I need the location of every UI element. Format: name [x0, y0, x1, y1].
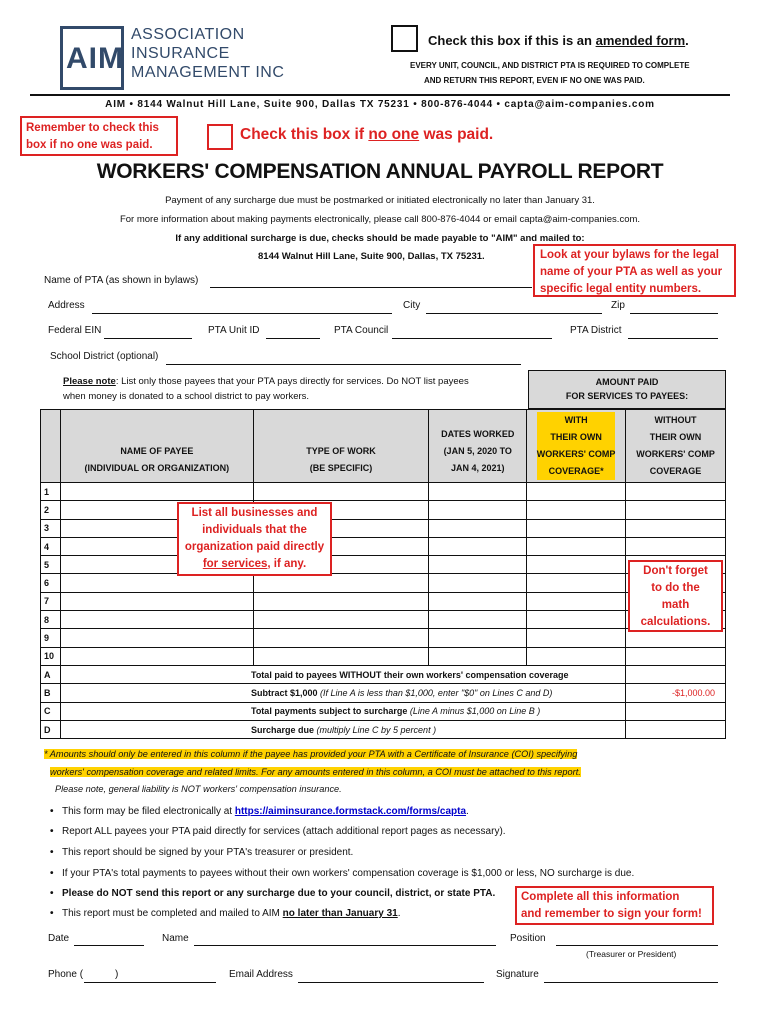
without-coverage-cell[interactable] — [626, 483, 726, 501]
ein-field[interactable] — [104, 338, 192, 339]
row-number: 1 — [41, 483, 61, 501]
dates-worked-cell[interactable] — [429, 629, 527, 647]
with-coverage-cell[interactable] — [527, 611, 626, 629]
payee-name-cell[interactable] — [60, 647, 253, 665]
district-label: PTA District — [570, 325, 622, 336]
please-note-line-2: when money is donated to a school district to pay workers. — [63, 391, 310, 402]
row-number: 8 — [41, 611, 61, 629]
total-row-d — [41, 720, 726, 738]
remember-callout: Remember to check this box if no one was paid. — [20, 116, 178, 156]
payee-name-cell[interactable] — [60, 629, 253, 647]
intro-line-1: Payment of any surcharge due must be postmarked or initiated electronically no later than January 31. — [165, 195, 595, 206]
total-key: D — [41, 720, 61, 738]
email-field[interactable] — [298, 982, 484, 983]
position-field[interactable] — [556, 945, 718, 946]
row-number: 10 — [41, 647, 61, 665]
name-label: Name — [162, 933, 189, 944]
school-district-field[interactable] — [166, 364, 521, 365]
row-number: 4 — [41, 537, 61, 555]
zip-label: Zip — [611, 300, 625, 311]
payee-name-cell[interactable] — [60, 574, 253, 592]
payee-name-cell[interactable] — [60, 611, 253, 629]
total-row-b — [41, 684, 726, 702]
logo-mark: AIM — [66, 42, 124, 75]
total-label: Surcharge due (multiply Line C by 5 percent ) — [60, 720, 625, 738]
table-row — [41, 592, 726, 610]
position-note: (Treasurer or President) — [586, 949, 677, 959]
with-coverage-cell[interactable] — [527, 647, 626, 665]
payee-table — [40, 409, 726, 739]
with-coverage-cell[interactable] — [527, 556, 626, 574]
formstack-link[interactable]: https://aiminsurance.formstack.com/forms/capta — [234, 806, 467, 817]
dates-worked-cell[interactable] — [429, 501, 527, 519]
payee-name-cell[interactable] — [60, 592, 253, 610]
list-payees-callout: List all businesses and individuals that the organization paid directly for services, if any. — [177, 502, 332, 576]
dates-worked-cell[interactable] — [429, 519, 527, 537]
bullet-file-electronically: • This form may be filed electronically at https://aiminsurance.formstack.com/forms/capta. — [62, 806, 469, 817]
email-label: Email Address — [229, 969, 293, 980]
math-callout: Don't forget to do the math calculations. — [628, 560, 723, 632]
total-key: A — [41, 665, 61, 683]
bullet-do-not-send: • Please do NOT send this report or any surcharge due to your council, district, or state PTA. — [62, 888, 495, 899]
table-row — [41, 501, 726, 519]
header-num-cell — [41, 410, 61, 483]
total-label: Total payments subject to surcharge (Line A minus $1,000 on Line B ) — [60, 702, 625, 720]
no-one-paid-label: Check this box if no one was paid. — [240, 126, 494, 143]
type-of-work-cell[interactable] — [253, 592, 429, 610]
name-field[interactable] — [194, 945, 496, 946]
without-coverage-cell[interactable] — [626, 501, 726, 519]
bylaws-callout: Look at your bylaws for the legal name of your PTA as well as your specific legal entity numbers. — [533, 244, 736, 297]
required-note-2: AND RETURN THIS REPORT, EVEN IF NO ONE WAS PAID. — [424, 76, 645, 85]
header-type-of-work: TYPE OF WORK (BE SPECIFIC) — [253, 410, 429, 483]
dates-worked-cell[interactable] — [429, 647, 527, 665]
table-row — [41, 629, 726, 647]
with-coverage-cell[interactable] — [527, 537, 626, 555]
ein-label: Federal EIN — [48, 325, 102, 336]
city-label: City — [403, 300, 421, 311]
address-label: Address — [48, 300, 85, 311]
table-row — [41, 611, 726, 629]
dates-worked-cell[interactable] — [429, 483, 527, 501]
total-label: Total paid to payees WITHOUT their own workers' compensation coverage — [60, 665, 625, 683]
dates-worked-cell[interactable] — [429, 611, 527, 629]
total-row-c — [41, 702, 726, 720]
unit-id-label: PTA Unit ID — [208, 325, 260, 336]
header-with-coverage: WITH THEIR OWN WORKERS' COMP COVERAGE* — [527, 410, 626, 483]
council-label: PTA Council — [334, 325, 389, 336]
type-of-work-cell[interactable] — [253, 629, 429, 647]
payee-name-cell[interactable] — [60, 483, 253, 501]
without-coverage-cell[interactable] — [626, 519, 726, 537]
header-without-coverage: WITHOUT THEIR OWN WORKERS' COMP COVERAGE — [626, 410, 726, 483]
city-field[interactable] — [426, 313, 602, 314]
intro-line-2: For more information about making payments electronically, please call 800-876-4044 or email capta@aim-companies.com. — [119, 214, 641, 225]
bullet-deadline: • This report must be completed and mailed to AIM no later than January 31. — [62, 908, 401, 919]
bullet-report-all: • Report ALL payees your PTA paid directly for services (attach additional report pages as necessary). — [62, 826, 506, 837]
unit-id-field[interactable] — [266, 338, 320, 339]
table-row — [41, 537, 726, 555]
row-number: 9 — [41, 629, 61, 647]
total-c-value[interactable] — [626, 702, 726, 720]
dates-worked-cell[interactable] — [429, 574, 527, 592]
type-of-work-cell[interactable] — [253, 483, 429, 501]
signature-label: Signature — [496, 969, 539, 980]
no-one-paid-checkbox[interactable] — [207, 124, 233, 150]
dates-worked-cell[interactable] — [429, 592, 527, 610]
total-b-value: -$1,000.00 — [626, 684, 726, 702]
signature-field[interactable] — [544, 982, 718, 983]
with-coverage-cell[interactable] — [527, 483, 626, 501]
page-title: WORKERS' COMPENSATION ANNUAL PAYROLL REPORT — [96, 160, 664, 183]
amended-form-label: Check this box if this is an amended form. — [428, 33, 689, 48]
logo-line-3: MANAGEMENT INC — [131, 64, 285, 81]
table-row — [41, 556, 726, 574]
required-note-1: EVERY UNIT, COUNCIL, AND DISTRICT PTA IS REQUIRED TO COMPLETE — [410, 61, 690, 70]
type-of-work-cell[interactable] — [253, 647, 429, 665]
school-district-label: School District (optional) — [50, 351, 159, 362]
table-row — [41, 519, 726, 537]
with-coverage-cell[interactable] — [527, 519, 626, 537]
row-number: 3 — [41, 519, 61, 537]
header-rule — [30, 94, 730, 96]
type-of-work-cell[interactable] — [253, 611, 429, 629]
date-label: Date — [48, 933, 70, 944]
intro-line-3: If any additional surcharge is due, checks should be made payable to "AIM" and mailed to: — [175, 233, 585, 244]
table-row — [41, 647, 726, 665]
logo-line-2: INSURANCE — [131, 45, 230, 62]
bullet-no-surcharge: • If your PTA's total payments to payees without their own workers' compensation coverage is $1,000 or less, NO surcharge is due. — [62, 868, 634, 879]
logo-line-1: ASSOCIATION — [131, 26, 245, 43]
total-key: B — [41, 684, 61, 702]
address-bar: AIM • 8144 Walnut Hill Lane, Suite 900, Dallas TX 75231 • 800-876-4044 • capta@aim-companies.com — [105, 99, 655, 110]
table-row — [41, 574, 726, 592]
header-dates-worked: DATES WORKED (JAN 5, 2020 TO JAN 4, 2021) — [429, 410, 527, 483]
total-key: C — [41, 702, 61, 720]
footnote-line-2: workers' compensation coverage and related limits. For any amounts entered in this column, a COI must be attached to this report. — [50, 767, 581, 777]
total-row-a — [41, 665, 726, 683]
table-row — [41, 483, 726, 501]
phone-field[interactable] — [84, 982, 216, 983]
dates-worked-cell[interactable] — [429, 537, 527, 555]
pta-name-label: Name of PTA (as shown in bylaws) — [44, 275, 199, 286]
footnote-line-1: * Amounts should only be entered in this column if the payee has provided your PTA with a Certificate of Insurance (COI) specifying — [44, 749, 578, 759]
district-field[interactable] — [628, 338, 718, 339]
intro-line-4: 8144 Walnut Hill Lane, Suite 900, Dallas, TX 75231. — [258, 251, 485, 262]
without-coverage-cell[interactable] — [626, 537, 726, 555]
dates-worked-cell[interactable] — [429, 556, 527, 574]
please-note-line-1: Please note: List only those payees that your PTA pays directly for services. Do NOT list payees — [63, 376, 469, 387]
address-field[interactable] — [92, 313, 392, 314]
type-of-work-cell[interactable] — [253, 574, 429, 592]
row-number: 5 — [41, 556, 61, 574]
row-number: 2 — [41, 501, 61, 519]
row-number: 6 — [41, 574, 61, 592]
header-payee-name: NAME OF PAYEE (INDIVIDUAL OR ORGANIZATION) — [60, 410, 253, 483]
phone-label: Phone ( ) — [48, 969, 119, 980]
without-coverage-cell[interactable] — [626, 647, 726, 665]
total-label: Subtract $1,000 (If Line A is less than $1,000, enter "$0" on Lines C and D) — [60, 684, 625, 702]
zip-field[interactable] — [630, 313, 718, 314]
with-coverage-cell[interactable] — [527, 574, 626, 592]
row-number: 7 — [41, 592, 61, 610]
position-label: Position — [510, 933, 546, 944]
footnote-line-3: Please note, general liability is NOT workers' compensation insurance. — [55, 784, 342, 794]
pta-name-field[interactable] — [210, 287, 532, 288]
with-coverage-cell[interactable] — [527, 501, 626, 519]
council-field[interactable] — [392, 338, 552, 339]
sign-callout: Complete all this information and remember to sign your form! — [515, 886, 714, 925]
with-coverage-cell[interactable] — [527, 629, 626, 647]
date-field[interactable] — [74, 945, 144, 946]
amended-form-checkbox[interactable] — [391, 25, 418, 52]
total-a-value[interactable] — [626, 665, 726, 683]
bullet-sign: • This report should be signed by your PTA's treasurer or president. — [62, 847, 353, 858]
amount-paid-header: AMOUNT PAID FOR SERVICES TO PAYEES: — [528, 370, 726, 409]
total-d-value[interactable] — [626, 720, 726, 738]
with-coverage-cell[interactable] — [527, 592, 626, 610]
